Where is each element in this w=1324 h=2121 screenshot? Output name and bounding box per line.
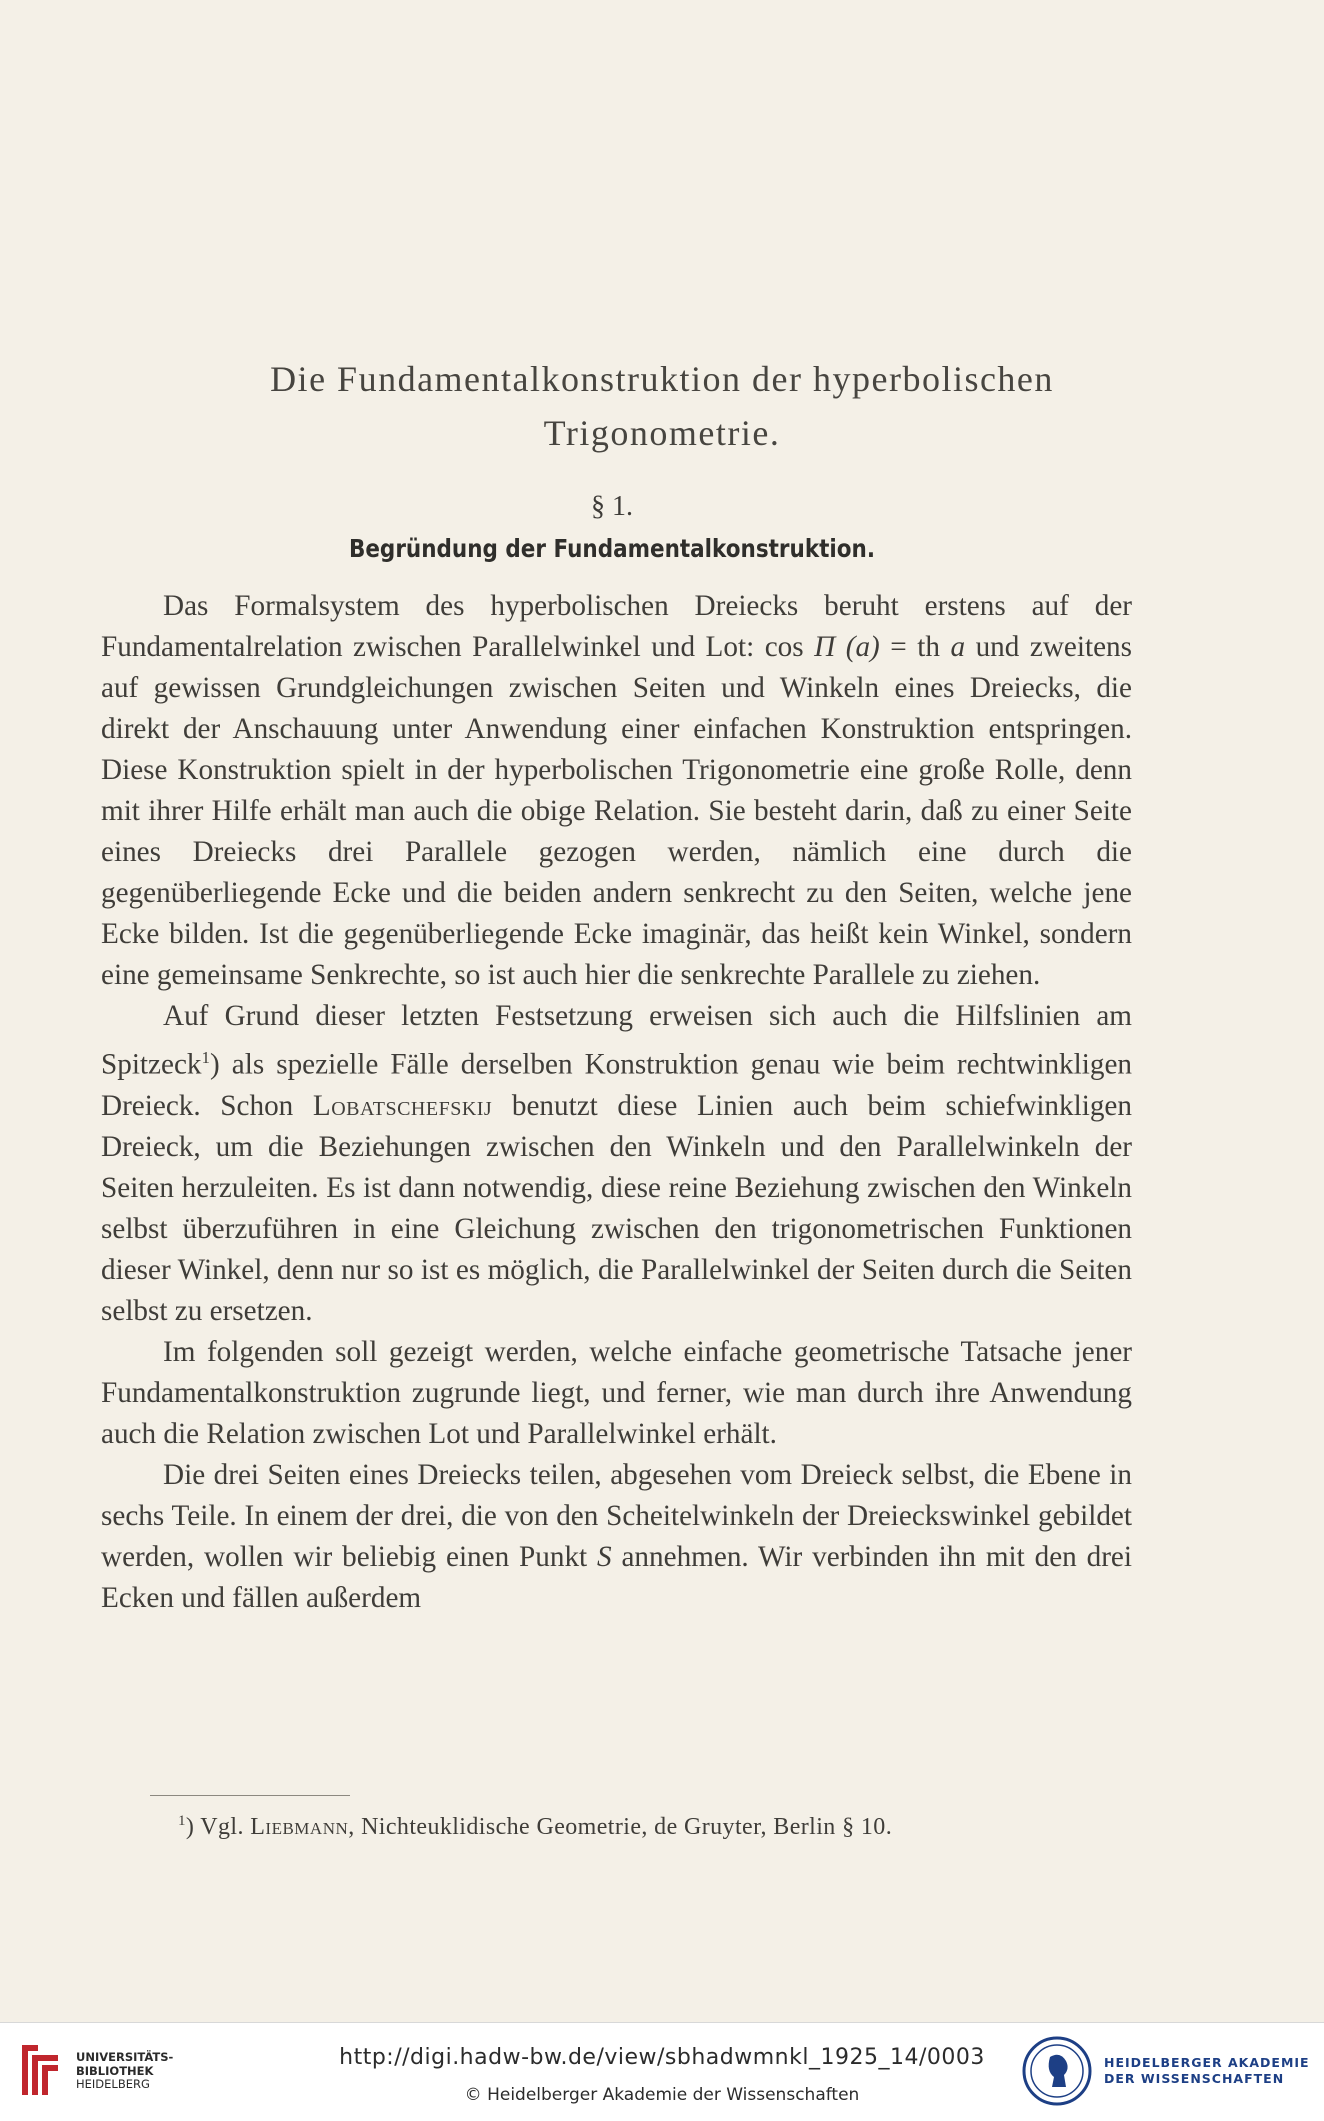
section-title: Begründung der Fundamentalkonstruktion. (348, 534, 876, 563)
paragraph-3: Im folgenden soll gezeigt werden, welche einfache geometrische Tatsache jener Fundamentalkonstruktion zugrunde liegt, und ferner, wie man durch ihre Anwendung auch die Relation zwischen Lot und Parallelwinkel erhält. (101, 1335, 1132, 1450)
ub-line-3: HEIDELBERG (76, 2077, 150, 2091)
footnote-divider (150, 1795, 350, 1796)
ub-line-1: UNIVERSITÄTS- (76, 2050, 174, 2064)
academy-seal-icon[interactable] (1022, 2035, 1092, 2107)
point-s: S (597, 1540, 612, 1573)
academy-line-2: DER WISSENSCHAFTEN (1104, 2071, 1285, 2086)
author-name-lobatschefskij: Lobatschefskij (312, 1089, 493, 1122)
math-pi: Π (814, 631, 836, 663)
article-title (100, 352, 1224, 460)
document-url-link[interactable]: http://digi.hadw-bw.de/view/sbhadwmnkl_1925_14/0003 (339, 2045, 985, 2070)
paragraph-4-text-a: Die drei Seiten eines Dreiecks teilen, abgesehen vom Dreieck selbst, die Ebene in sechs Teile. In einem der drei, die von den Scheitelwinkeln der Dreieckswinkel gebildet werden, wollen wir beliebig einen Punkt (101, 1458, 1132, 1573)
paragraph-2-text-c: benutzt diese Linien auch beim schiefwinkligen Dreieck, um die Beziehungen zwischen den Winkeln und den Parallelwinkeln der Seiten herzuleiten. Es ist dann notwendig, diese reine Beziehung zwischen den Winkeln selbst überzuführen in eine Gleichung zwischen den trigonometrischen Funktionen dieser Winkel, denn nur so ist es möglich, die Parallelwinkel der Seiten durch die Seiten selbst zu ersetzen. (101, 1089, 1132, 1327)
footnote (178, 1813, 892, 1841)
paragraph-2 (101, 996, 1132, 1332)
footnote-reference[interactable]: 1 (201, 1048, 211, 1067)
academy-line-1: HEIDELBERGER AKADEMIE (1104, 2055, 1310, 2070)
paragraph-1 (101, 586, 1132, 996)
math-a: a (950, 631, 966, 663)
footnote-author: Liebmann (250, 1814, 349, 1840)
footnote-text-a: ) Vgl. (185, 1814, 251, 1840)
footnote-text-b: , Nichteuklidische Geometrie, de Gruyter, Berlin § 10. (348, 1814, 893, 1840)
footer-bar (0, 2022, 1324, 2121)
title-line-1: Die Fundamentalkonstruktion der hyperbolischen (270, 359, 1054, 399)
paragraph-4-text-b: annehmen. Wir verbinden ihn mit den drei Ecken und fällen außerdem (101, 1540, 1132, 1614)
paragraph-1-text-c: und zweitens auf gewissen Grundgleichungen zwischen Seiten und Winkeln eines Dreiecks, die direkt der Anschauung unter Anwendung einer einfachen Konstruktion entspringen. Diese Konstruktion spielt in der hyperbolischen Trigonometrie eine große Rolle, denn mit ihrer Hilfe erhält man auch die obige Relation. Sie besteht darin, daß zu einer Seite eines Dreiecks drei Parallele gezogen werden, nämlich eine durch die gegenüberliegende Ecke und die beiden andern senkrecht zu den Seiten, welche jene Ecke bilden. Ist die gegenüberliegende Ecke imaginär, das heißt kein Winkel, sondern eine gemeinsame Senkrechte, so ist auch hier die senkrechte Parallele zu ziehen. (101, 631, 1132, 991)
body-text (101, 586, 1132, 1619)
footnote-mark: 1 (178, 1813, 186, 1829)
paragraph-4 (101, 1455, 1132, 1619)
copyright-notice: © Heidelberger Akademie der Wissenschaften (464, 2085, 860, 2105)
paragraph-2-text-b: ) als spezielle Fälle derselben Konstruktion genau wie beim rechtwinkligen Dreieck. Schon (101, 1048, 1132, 1122)
paragraph-1-text-a: Das Formalsystem des hyperbolischen Dreiecks beruht erstens auf der Fundamentalrelation zwischen Parallelwinkel und Lot: cos (101, 590, 1132, 663)
paragraph-1-text-b: = th (879, 631, 951, 663)
ub-line-2: BIBLIOTHEK (76, 2063, 154, 2078)
section-number: § 1. (591, 491, 633, 522)
academy-name (1104, 2055, 1310, 2087)
math-argument: (a) (845, 631, 880, 663)
title-line-2: Trigonometrie. (543, 413, 781, 453)
paragraph-2-text-a: Auf Grund dieser letzten Festsetzung erweisen sich auch die Hilfslinien am Spitzeck (101, 1000, 1132, 1081)
